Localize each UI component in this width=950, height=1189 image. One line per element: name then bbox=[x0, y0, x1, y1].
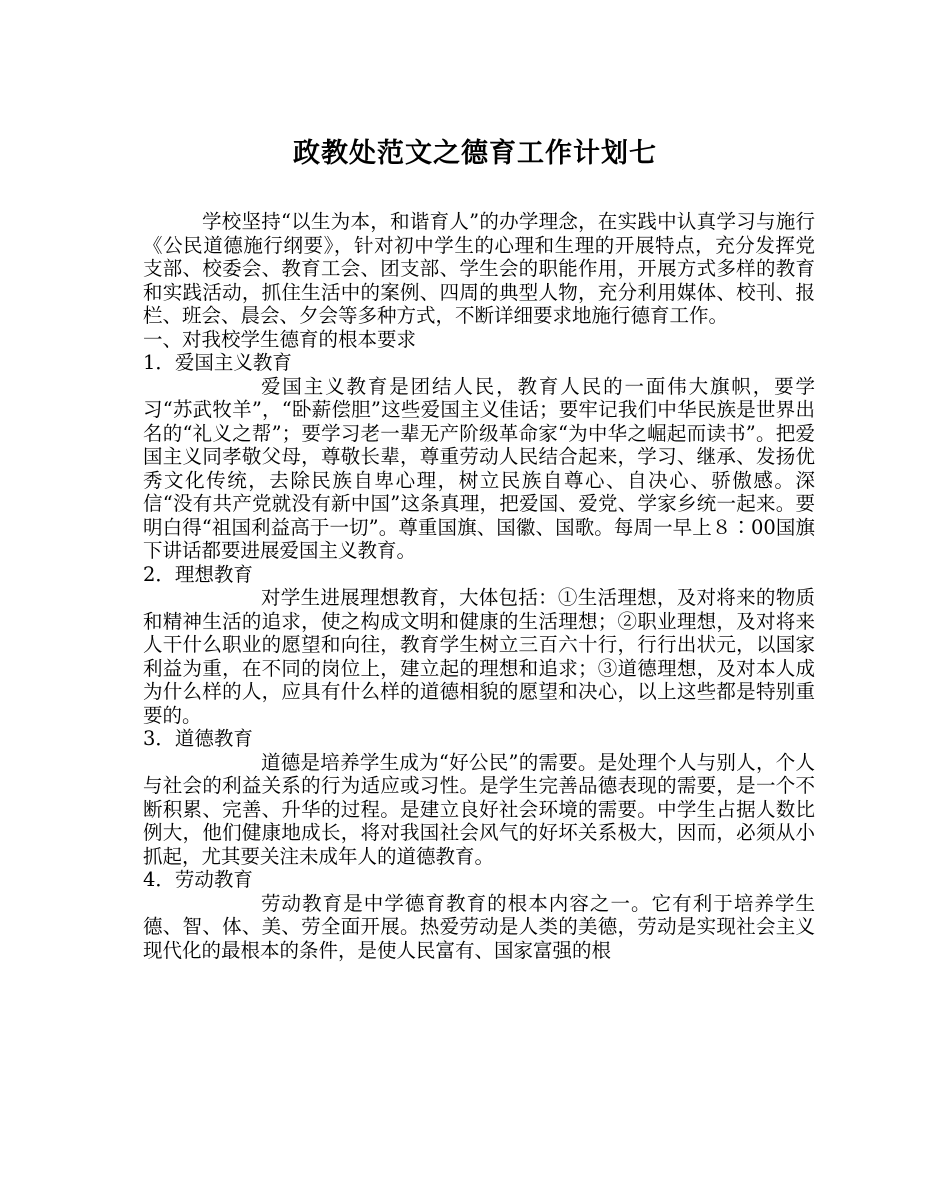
subsection-heading-4: 4．劳动教育 bbox=[143, 868, 253, 891]
document-body bbox=[143, 210, 815, 962]
subsection-paragraph-3: 道德是培养学生成为“好公民”的需要。是处理个人与别人，个人与社会的利益关系的行为适应或习性。是学生完善品德表现的需要，是一个不断积累、完善、升华的过程。是建立良好社会环境的需要。中学生占据人数比例大，他们健康地成长，将对我国社会风气的好坏关系极大，因而，必须从小抓起，尤其要关注未成年人的道德教育。 bbox=[143, 750, 815, 868]
subsection-paragraph-4: 劳动教育是中学德育教育的根本内容之一。它有利于培养学生德、智、体、美、劳全面开展。热爱劳动是人类的美德，劳动是实现社会主义现代化的最根本的条件，是使人民富有、国家富强的根 bbox=[143, 891, 815, 962]
subsection-heading-2: 2．理想教育 bbox=[143, 562, 253, 586]
intro-paragraph: 学校坚持“以生为本，和谐育人”的办学理念，在实践中认真学习与施行《公民道德施行纲要》，针对初中学生的心理和生理的开展特点，充分发挥党支部、校委会、教育工会、团支部、学生会的职能作用，开展方式多样的教育和实践活动，抓住生活中的案例、四周的典型人物，充分利用媒体、校刊、报栏、班会、晨会、夕会等多种方式，不断详细要求地施行德育工作。 bbox=[143, 210, 815, 327]
subsection-paragraph-1: 爱国主义教育是团结人民，教育人民的一面伟大旗帜，要学习“苏武牧羊”，“卧薪偿胆”这些爱国主义佳话；要牢记我们中华民族是世界出名的“礼义之帮”；要学习老一辈无产阶级革命家“为中华之崛起而读书”。把爱国主义同孝敬父母，尊敬长辈，尊重劳动人民结合起来，学习、继承、发扬优秀文化传统，去除民族自卑心理，树立民族自尊心、自决心、骄傲感。深信“没有共产党就没有新中国”这条真理，把爱国、爱党、学家乡统一起来。要明白得“祖国利益高于一切”。尊重国旗、国徽、国歌。每周一早上８∶00国旗下讲话都要进展爱国主义教育。 bbox=[143, 374, 815, 562]
subsection-paragraph-2: 对学生进展理想教育，大体包括：①生活理想，及对将来的物质和精神生活的追求，使之构成文明和健康的生活理想；②职业理想，及对将来人干什么职业的愿望和向往，教育学生树立三百六十行，行行出状元，以国家利益为重，在不同的岗位上，建立起的理想和追求；③道德理想，及对本人成为什么样的人，应具有什么样的道德相貌的愿望和决心，以上这些都是特别重要的。 bbox=[143, 586, 815, 727]
page-title: 政教处范文之德育工作计划七 bbox=[293, 138, 657, 169]
section-heading-1: 一、对我校学生德育的根本要求 bbox=[143, 327, 417, 351]
subsection-heading-3: 3．道德教育 bbox=[143, 727, 253, 750]
subsection-heading-1: 1．爱国主义教育 bbox=[143, 351, 292, 374]
